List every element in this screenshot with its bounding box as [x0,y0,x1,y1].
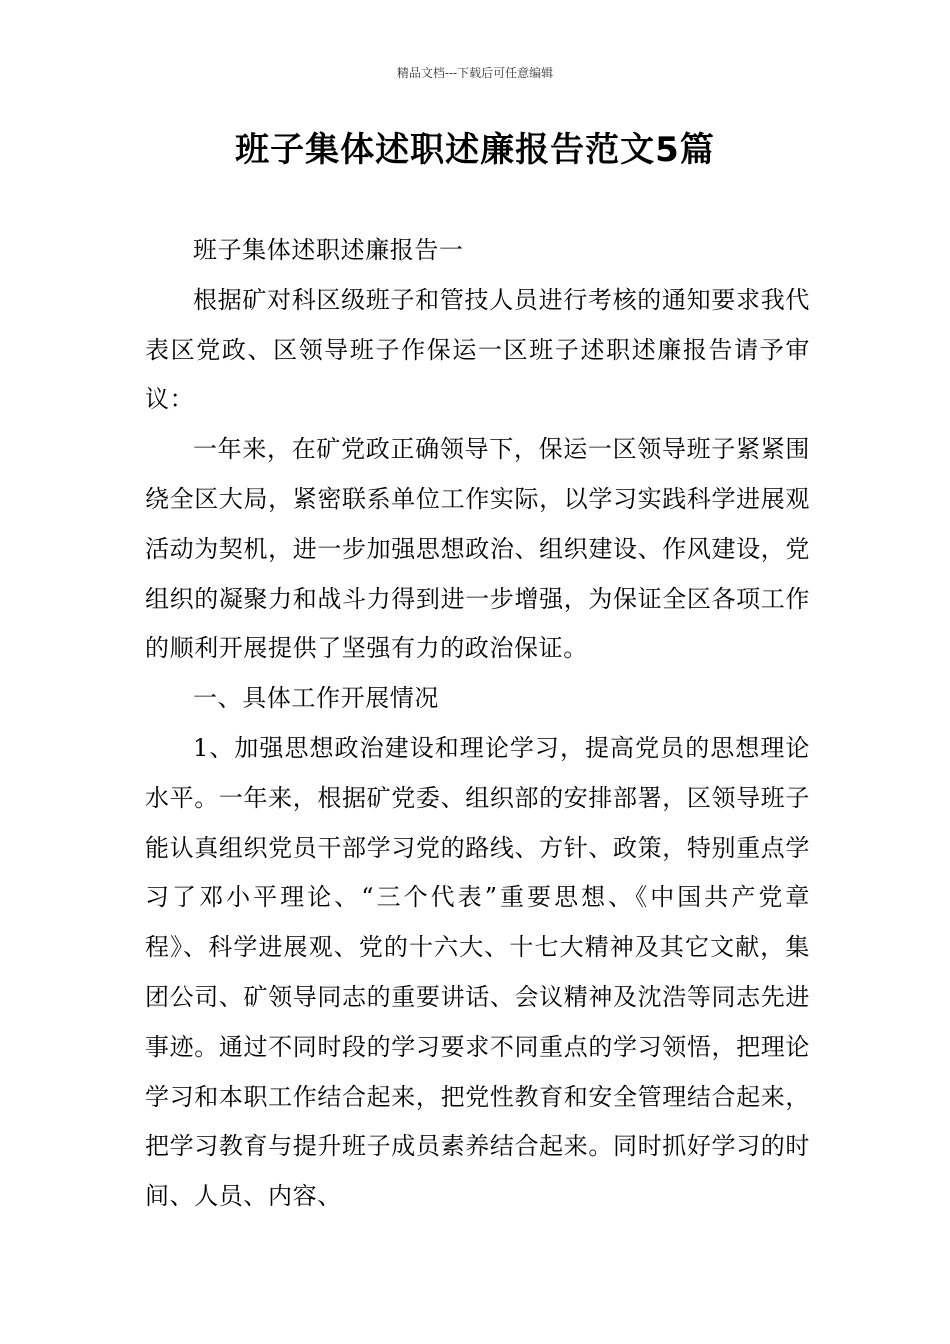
document-body [145,226,810,1222]
section-heading: 一、具体工作开展情况 [193,684,439,713]
section-heading: 班子集体述职述廉报告一 [193,236,464,264]
body-paragraph: 一年来，在矿党政正确领导下，保运一区领导班子紧紧围绕全区大局，紧密联系单位工作实际，以学习实践科学进展观活动为契机，进一步加强思想政治、组织建设、作风建设，党组织的凝聚力和战斗力得到进一步增强，为保证全区各项工作的顺利开展提供了坚强有力的政治保证。 [145,435,810,663]
header-note: 精品文档---下载后可任意编辑 [396,66,554,80]
body-paragraph: 1、加强思想政治建设和理论学习，提高党员的思想理论水平。一年来，根据矿党委、组织部的安排部署，区领导班子能认真组织党员干部学习党的路线、方针、政策，特别重点学习了邓小平理论、“三个代表”重要思想、《中国共产党章程》、科学进展观、党的十六大、十七大精神及其它文献，集团公司、矿领导同志的重要讲话、会议精神及沈浩等同志先进事迹。通过不同时段的学习要求不同重点的学习领悟，把理论学习和本职工作结合起来，把党性教育和安全管理结合起来，把学习教育与提升班子成员素养结合起来。同时抓好学习的时间、人员、内容、 [145,733,810,1211]
body-paragraph: 根据矿对科区级班子和管技人员进行考核的通知要求我代表区党政、区领导班子作保运一区班子述职述廉报告请予审议： [145,285,810,414]
document-title: 班子集体述职述廉报告范文5篇 [235,130,715,170]
